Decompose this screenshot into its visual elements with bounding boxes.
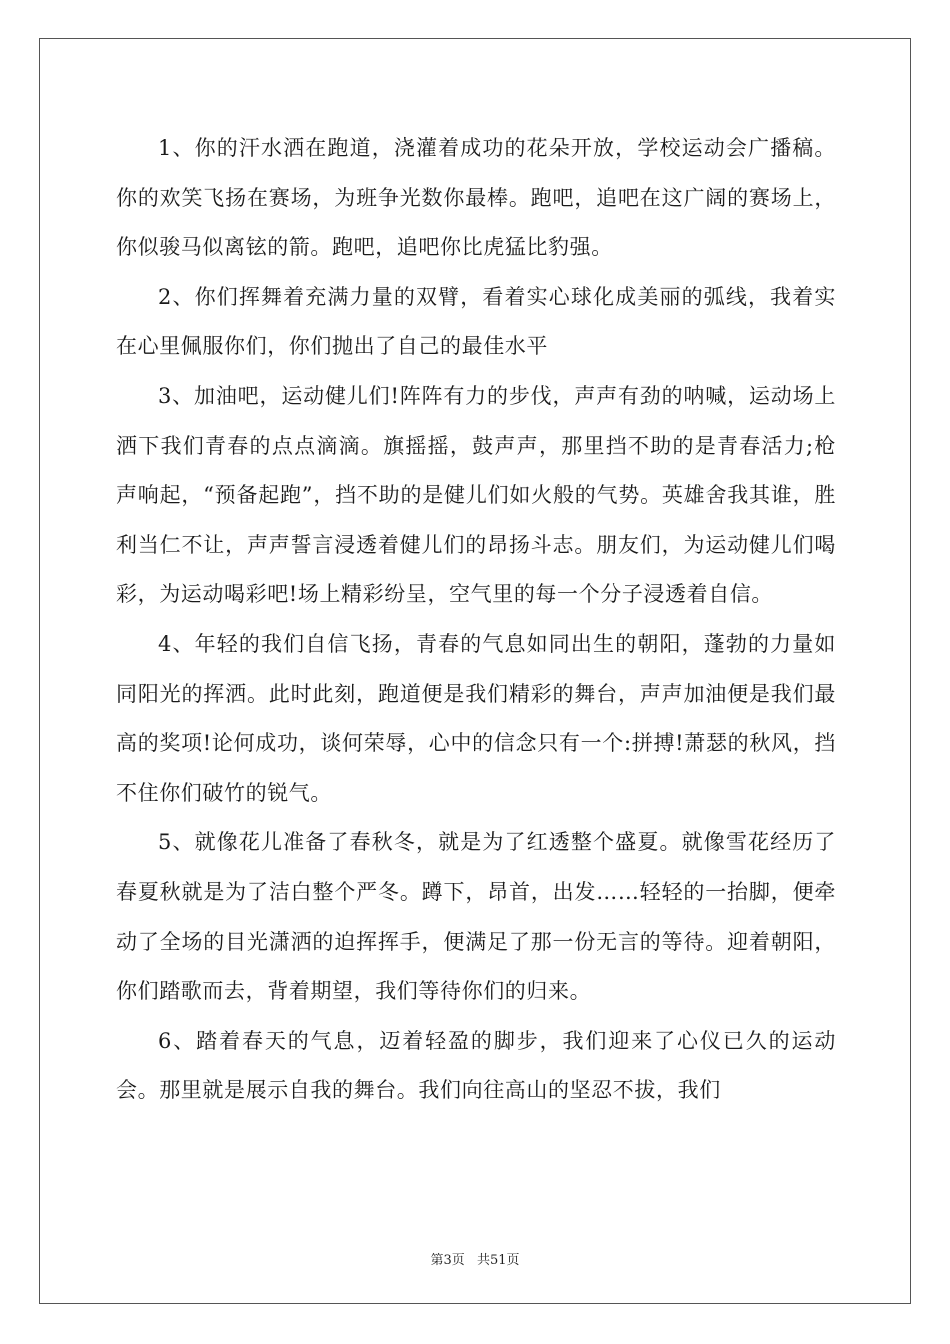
page-footer bbox=[0, 1249, 950, 1268]
paragraph-3: 3、加油吧，运动健儿们!阵阵有力的步伐，声声有劲的呐喊，运动场上洒下我们青春的点点滴滴。旗摇摇，鼓声声，那里挡不助的是青春活力;枪声响起，“预备起跑”，挡不助的是健儿们如火般的气势。英雄舍我其谁，胜利当仁不让，声声誓言浸透着健儿们的昂扬斗志。朋友们，为运动健儿们喝彩，为运动喝彩吧!场上精彩纷呈，空气里的每一个分子浸透着自信。 bbox=[116, 383, 836, 607]
paragraph-4: 4、年轻的我们自信飞扬，青春的气息如同出生的朝阳，蓬勃的力量如同阳光的挥洒。此时此刻，跑道便是我们精彩的舞台，声声加油便是我们最高的奖项!论何成功，谈何荣辱，心中的信念只有一个:拼搏!萧瑟的秋风，挡不住你们破竹的锐气。 bbox=[116, 631, 836, 805]
page-number: 第3页 bbox=[430, 1253, 465, 1268]
paragraph-6: 6、踏着春天的气息，迈着轻盈的脚步，我们迎来了心仪已久的运动会。那里就是展示自我的舞台。我们向往高山的坚忍不拔，我们 bbox=[116, 1028, 836, 1103]
paragraph-5: 5、就像花儿准备了春秋冬，就是为了红透整个盛夏。就像雪花经历了春夏秋就是为了洁白整个严冬。蹲下，昂首，出发……轻轻的一抬脚，便牵动了全场的目光潇洒的迫挥挥手，便满足了那一份无言的等待。迎着朝阳，你们踏歌而去，背着期望，我们等待你们的归来。 bbox=[116, 830, 836, 1004]
paragraph-2: 2、你们挥舞着充满力量的双臂，看着实心球化成美丽的弧线，我着实在心里佩服你们，你们抛出了自己的最佳水平 bbox=[116, 284, 836, 359]
page-total: 共51页 bbox=[476, 1253, 520, 1268]
paragraph-1: 1、你的汗水洒在跑道，浇灌着成功的花朵开放，学校运动会广播稿。你的欢笑飞扬在赛场，为班争光数你最棒。跑吧，追吧在这广阔的赛场上，你似骏马似离铉的箭。跑吧，追吧你比虎猛比豹强。 bbox=[116, 136, 836, 260]
document-body bbox=[116, 124, 836, 1116]
